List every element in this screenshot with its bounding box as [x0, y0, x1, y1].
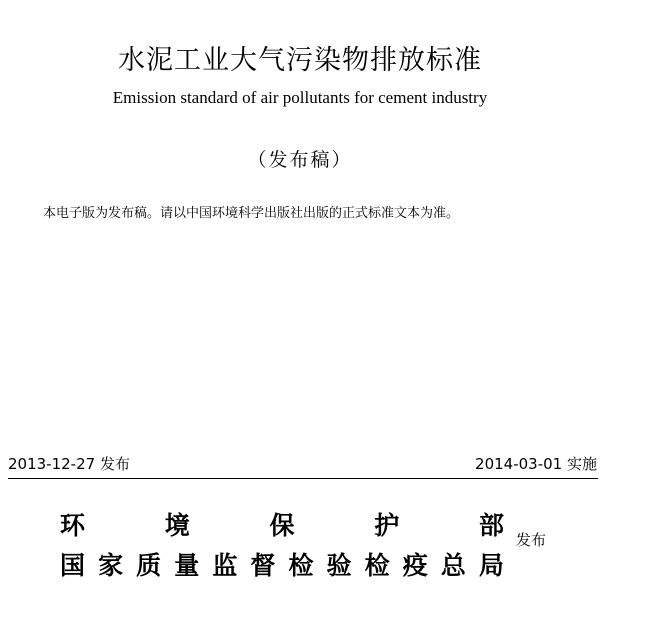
issuer-ministry-char: 保: [269, 511, 295, 540]
implementation-date: 2014-03-01 实施: [475, 455, 597, 473]
issuer-agency: [60, 546, 504, 582]
issuer-agency-char: 质: [136, 551, 162, 580]
issuer-agency-char: 量: [174, 551, 200, 580]
draft-label: （发布稿）: [247, 149, 353, 171]
issuer-agency-char: 总: [440, 551, 466, 580]
issue-date: 2013-12-27 发布: [8, 455, 130, 473]
issuer-agency-char: 国: [60, 551, 86, 580]
divider-line: [8, 478, 598, 479]
issuer-agency-char: 督: [250, 551, 276, 580]
issuer-agency-char: 检: [364, 551, 390, 580]
issuer-ministry-char: 环: [60, 511, 86, 540]
electronic-version-notice: 本电子版为发布稿。请以中国环境科学出版社出版的正式标准文本为准。: [43, 206, 460, 221]
document-title-chinese: 水泥工业大气污染物排放标准: [118, 45, 482, 76]
issuer-agency-char: 局: [478, 551, 504, 580]
issuer-agency-char: 验: [326, 551, 352, 580]
issuer-ministry-char: 护: [374, 511, 400, 540]
issuer-ministry-char: 境: [164, 511, 190, 540]
issuer-agency-char: 家: [98, 551, 124, 580]
issuer-agency-char: 疫: [402, 551, 428, 580]
document-title-english: Emission standard of air pollutants for cement industry: [112, 88, 488, 107]
issuer-agency-char: 监: [212, 551, 238, 580]
issuer-agency-char: 检: [288, 551, 314, 580]
issuer-ministry: [60, 506, 504, 542]
issuer-ministry-char: 部: [478, 511, 504, 540]
publish-label: 发布: [516, 531, 547, 549]
